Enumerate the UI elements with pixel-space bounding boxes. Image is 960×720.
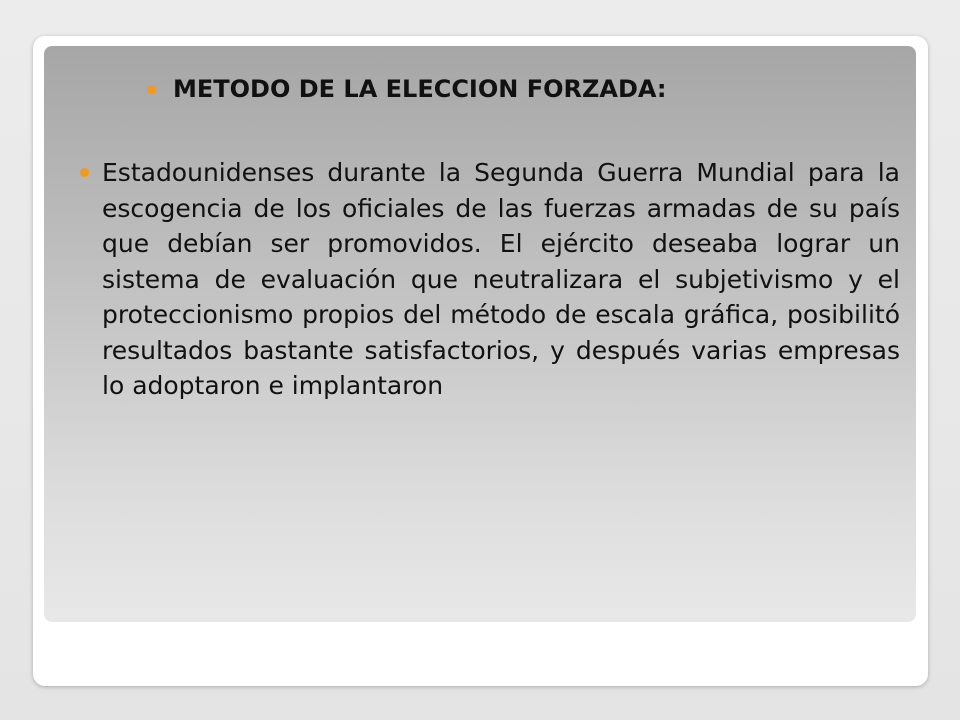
bullet-dot-icon: [80, 168, 89, 177]
title-row: [147, 72, 667, 106]
body-paragraph: Estadounidenses durante la Segunda Guerra Mundial para la escogencia de los oficiales de las fuerzas armadas de su país que debían ser promovidos. El ejército deseaba lograr un sistema de evaluación que neutralizara el subjetivismo y el proteccionismo propios del método de escala gráfica, posibilitó resultados bastante satisfactorios, y después varias empresas lo adoptaron e implantaron: [102, 158, 900, 400]
bullet-dot-icon: [147, 85, 156, 94]
body-paragraph-row: [80, 155, 900, 404]
slide-title: METODO DE LA ELECCION FORZADA:: [173, 75, 667, 103]
